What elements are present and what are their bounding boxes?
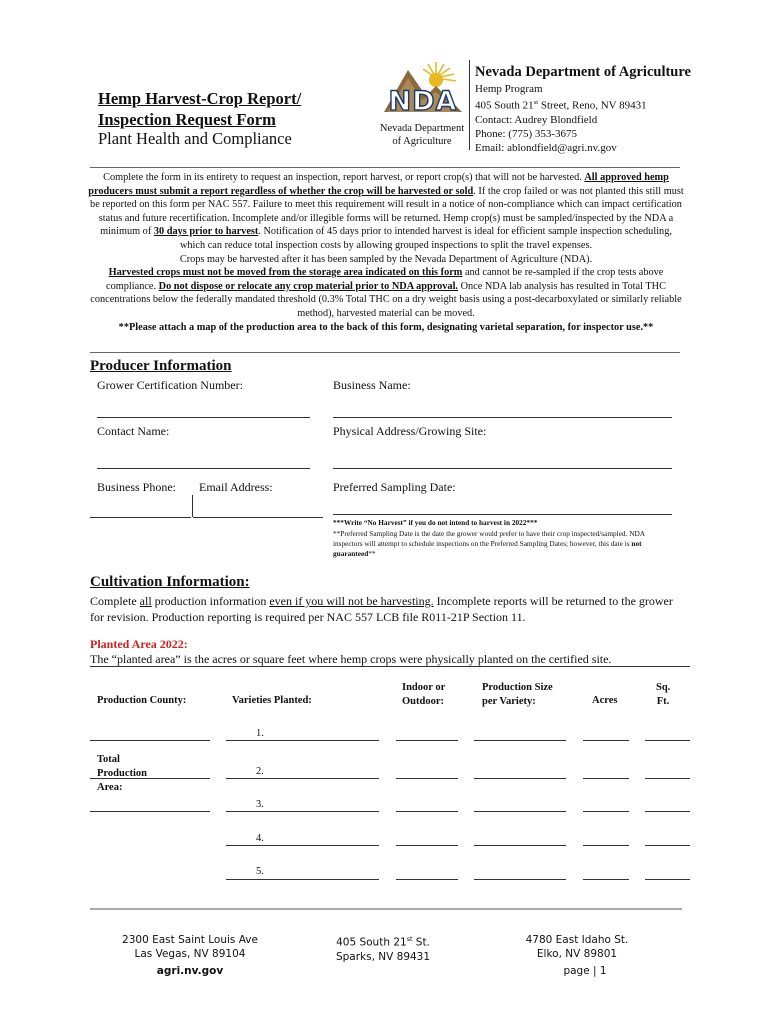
form-subtitle: Plant Health and Compliance <box>98 129 292 148</box>
header-rule <box>90 167 680 168</box>
indoor-outdoor-field[interactable] <box>396 811 458 812</box>
col-acres: Acres <box>592 695 618 706</box>
contact-person: Contact: Audrey Blondfield <box>475 113 598 126</box>
indoor-outdoor-field[interactable] <box>396 845 458 846</box>
contact-phone: Phone: (775) 353-3675 <box>475 127 578 140</box>
instructions-para-1: Complete the form in its entirety to request an inspection, report harvest, or report crop(s) that will not be harvested. All approved hemp producers must submit a report regardless of whether the crop will be harvested or sold. If the crop failed or was not planted this still must be reported on this form per NAC 557. Failure to meet this requirement will result in a notice of non-compliance which can impact certification status and future recertification. Incomplete and/or illegible forms will be returned. Hemp crop(s) must be sampled/inspected by the NDA a minimum of 30 days prior to harvest. Notification of 45 days prior to intended harvest is ideal for efficient sample inspection scheduling, which can reduce total inspection costs by allowing grouped inspections to split the travel expenses. <box>88 172 684 251</box>
table-top-rule <box>90 666 690 667</box>
acres-field[interactable] <box>583 845 629 846</box>
production-size-field[interactable] <box>474 879 566 880</box>
total-production-area-field[interactable] <box>90 778 210 779</box>
producer-info-heading: Producer Information <box>90 358 232 374</box>
row-number: 5. <box>256 866 264 877</box>
variety-field[interactable] <box>226 778 379 779</box>
indoor-outdoor-field[interactable] <box>396 879 458 880</box>
agency-contact-block <box>475 62 691 155</box>
col-production-size: Production Size per Variety: <box>482 682 553 707</box>
business-phone-label: Business Phone: <box>97 480 177 494</box>
acres-field[interactable] <box>583 778 629 779</box>
acres-field[interactable] <box>583 740 629 741</box>
footer-address-sparks: 405 South 21st St. Sparks, NV 89431 <box>335 936 431 963</box>
acres-field[interactable] <box>583 879 629 880</box>
sampling-date-note: **Preferred Sampling Date is the date the grower would prefer to have their crop inspected/sampled. NDA inspectors will attempt to schedule inspections on the Preferred Sampling Dates; however, this date is not guaranteed** <box>333 529 645 558</box>
business-name-field[interactable] <box>333 417 672 418</box>
col-varieties-planted: Varieties Planted: <box>232 695 312 706</box>
contact-email[interactable]: Email: ablondfield@agri.nv.gov <box>475 141 617 154</box>
row-number: 4. <box>256 833 264 844</box>
col-indoor-outdoor: Indoor or Outdoor: <box>402 682 446 707</box>
planted-area-description: The “planted area” is the acres or square feet where hemp crops were physically planted on the certified site. <box>90 652 612 666</box>
county-field[interactable] <box>90 811 210 812</box>
physical-address-field[interactable] <box>333 468 672 469</box>
instructions-para-2: Crops may be harvested after it has been sampled by the Nevada Department of Agriculture (NDA). <box>179 253 593 265</box>
variety-field[interactable] <box>226 740 379 741</box>
production-size-field[interactable] <box>474 778 566 779</box>
variety-field[interactable] <box>226 845 379 846</box>
sq-ft-field[interactable] <box>645 740 690 741</box>
footer-rule <box>90 908 682 910</box>
planted-area-heading: Planted Area 2022: <box>90 637 188 651</box>
logo-caption: Nevada Department of Agriculture <box>379 123 465 147</box>
indoor-outdoor-field[interactable] <box>396 778 458 779</box>
email-address-field[interactable] <box>193 517 323 518</box>
acres-field[interactable] <box>583 811 629 812</box>
phone-email-divider <box>192 495 193 517</box>
production-size-field[interactable] <box>474 811 566 812</box>
sq-ft-field[interactable] <box>645 879 690 880</box>
business-phone-field[interactable] <box>90 517 191 518</box>
physical-address-label: Physical Address/Growing Site: <box>333 424 487 438</box>
grower-cert-label: Grower Certification Number: <box>97 378 243 392</box>
variety-field[interactable] <box>226 879 379 880</box>
production-size-field[interactable] <box>474 740 566 741</box>
grower-cert-field[interactable] <box>97 417 310 418</box>
email-address-label: Email Address: <box>199 480 273 494</box>
footer-website[interactable]: agri.nv.gov <box>156 965 224 977</box>
row-number: 3. <box>256 799 264 810</box>
form-title: Hemp Harvest-Crop Report/ Inspection Request Form <box>98 89 302 129</box>
header-divider <box>469 60 470 150</box>
program-name: Hemp Program <box>475 83 543 95</box>
sampling-date-field[interactable] <box>333 514 672 515</box>
map-attachment-note: **Please attach a map of the production area to the back of this form, designating varietal separation, for inspector use.** <box>118 321 654 333</box>
logo-text: NDA <box>388 86 458 117</box>
page-number: page | 1 <box>563 965 607 977</box>
production-size-field[interactable] <box>474 845 566 846</box>
agency-address: 405 South 21st Street, Reno, NV 89431 <box>475 99 647 112</box>
sq-ft-field[interactable] <box>645 845 690 846</box>
sq-ft-field[interactable] <box>645 811 690 812</box>
agency-name: Nevada Department of Agriculture <box>475 64 691 80</box>
row-number: 2. <box>256 766 264 777</box>
sq-ft-field[interactable] <box>645 778 690 779</box>
business-name-label: Business Name: <box>333 378 411 392</box>
indoor-outdoor-field[interactable] <box>396 740 458 741</box>
intro-rule <box>90 352 680 353</box>
no-harvest-note: ***Write “No Harvest” if you do not intend to harvest in 2022*** <box>333 518 538 527</box>
col-production-county: Production County: <box>97 695 187 706</box>
cultivation-heading: Cultivation Information: <box>90 574 250 590</box>
instructions-para-3: Harvested crops must not be moved from the storage area indicated on this form and cannot be re-sampled if the crop tests above compliance. Do not dispose or relocate any crop material prior to NDA approval. Once NDA lab analysis has resulted in Total THC concentrations below the federally mandated threshold (0.3% Total THC on a dry weight basis using a post-decarboxylated or similarly reliable method), harvested material can be moved. <box>90 267 682 319</box>
instructions <box>88 171 684 334</box>
col-sq-ft: Sq. Ft. <box>656 682 671 707</box>
county-field[interactable] <box>90 740 210 741</box>
contact-name-label: Contact Name: <box>97 424 170 438</box>
contact-name-field[interactable] <box>97 468 310 469</box>
footer-address-las-vegas: 2300 East Saint Louis Ave Las Vegas, NV 89104 <box>122 934 258 960</box>
total-production-area-label: Total Production Area: <box>97 754 147 793</box>
sampling-date-label: Preferred Sampling Date: <box>333 480 456 494</box>
cultivation-instructions: Complete all production information even if you will not be harvesting. Incomplete reports will be returned to the grower for revision. Production reporting is required per NAC 557 LCB file R011-21P Section 11. <box>90 594 673 624</box>
variety-field[interactable] <box>226 811 379 812</box>
row-number: 1. <box>256 728 264 739</box>
nda-logo <box>378 56 468 148</box>
footer-address-elko: 4780 East Idaho St. Elko, NV 89801 <box>525 934 629 960</box>
